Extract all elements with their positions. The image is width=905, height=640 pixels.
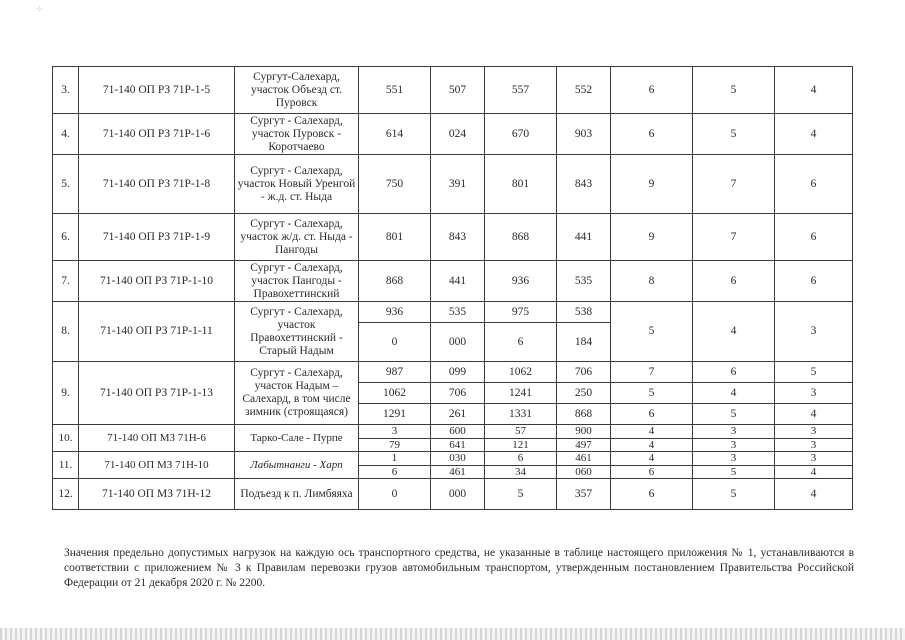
scan-edge bbox=[0, 628, 905, 640]
end-m: 538 bbox=[557, 302, 611, 323]
start-km: 79 bbox=[359, 439, 431, 452]
row-number: 10. bbox=[53, 425, 79, 452]
double-axle-load: 3 bbox=[693, 425, 775, 439]
road-section: Сургут - Салехард, участок Пуровск - Коротчаево bbox=[235, 114, 359, 155]
triple-axle-load: 6 bbox=[775, 214, 853, 261]
road-code: 71-140 ОП МЗ 71Н-6 bbox=[79, 425, 235, 452]
start-m: 024 bbox=[431, 114, 485, 155]
table-row bbox=[53, 67, 853, 114]
start-m: 000 bbox=[431, 323, 485, 362]
end-m: 903 bbox=[557, 114, 611, 155]
single-axle-load: 7 bbox=[611, 362, 693, 383]
single-axle-load: 6 bbox=[611, 466, 693, 479]
start-km: 0 bbox=[359, 323, 431, 362]
single-axle-load: 5 bbox=[611, 302, 693, 362]
single-axle-load: 9 bbox=[611, 155, 693, 214]
end-m: 535 bbox=[557, 261, 611, 302]
road-section: Сургут - Салехард, участок Новый Уренгой - ж.д. ст. Ныда bbox=[235, 155, 359, 214]
single-axle-load: 4 bbox=[611, 425, 693, 439]
single-axle-load: 6 bbox=[611, 479, 693, 510]
table-row bbox=[53, 425, 853, 439]
start-m: 600 bbox=[431, 425, 485, 439]
end-km: 670 bbox=[485, 114, 557, 155]
road-code: 71-140 ОП РЗ 71Р-1-9 bbox=[79, 214, 235, 261]
road-section: Сургут-Салехард, участок Объезд ст. Пуровск bbox=[235, 67, 359, 114]
road-section: Подъезд к п. Лимбяяха bbox=[235, 479, 359, 510]
start-km: 0 bbox=[359, 479, 431, 510]
end-km: 5 bbox=[485, 479, 557, 510]
table-row bbox=[53, 155, 853, 214]
start-km: 1 bbox=[359, 452, 431, 466]
road-code: 71-140 ОП РЗ 71Р-1-10 bbox=[79, 261, 235, 302]
single-axle-load: 4 bbox=[611, 452, 693, 466]
table-row bbox=[53, 479, 853, 510]
double-axle-load: 5 bbox=[693, 114, 775, 155]
road-code: 71-140 ОП РЗ 71Р-1-8 bbox=[79, 155, 235, 214]
double-axle-load: 3 bbox=[693, 439, 775, 452]
start-km: 551 bbox=[359, 67, 431, 114]
table-row bbox=[53, 452, 853, 466]
triple-axle-load: 4 bbox=[775, 479, 853, 510]
row-number: 12. bbox=[53, 479, 79, 510]
double-axle-load: 7 bbox=[693, 214, 775, 261]
end-km: 1241 bbox=[485, 383, 557, 404]
triple-axle-load: 4 bbox=[775, 466, 853, 479]
road-section: Тарко-Сале - Пурпе bbox=[235, 425, 359, 452]
end-km: 975 bbox=[485, 302, 557, 323]
start-m: 391 bbox=[431, 155, 485, 214]
end-m: 900 bbox=[557, 425, 611, 439]
double-axle-load: 4 bbox=[693, 302, 775, 362]
double-axle-load: 5 bbox=[693, 404, 775, 425]
start-km: 3 bbox=[359, 425, 431, 439]
triple-axle-load: 5 bbox=[775, 362, 853, 383]
start-m: 843 bbox=[431, 214, 485, 261]
start-km: 987 bbox=[359, 362, 431, 383]
footnote-text: Значения предельно допустимых нагрузок на каждую ось транспортного средства, не указанные в таблице настоящего приложения № 1, устанавливаются в соответствии с приложением № 3 к Правилам перевозки грузов автомобильным транспортом, утвержденным постановлением Правительства Российской Федерации от 21 декабря 2020 г. № 2200. bbox=[64, 546, 854, 589]
single-axle-load: 9 bbox=[611, 214, 693, 261]
row-number: 4. bbox=[53, 114, 79, 155]
table-row bbox=[53, 261, 853, 302]
end-km: 121 bbox=[485, 439, 557, 452]
start-km: 868 bbox=[359, 261, 431, 302]
triple-axle-load: 3 bbox=[775, 439, 853, 452]
road-code: 71-140 ОП РЗ 71Р-1-11 bbox=[79, 302, 235, 362]
start-m: 461 bbox=[431, 466, 485, 479]
single-axle-load: 8 bbox=[611, 261, 693, 302]
row-number: 7. bbox=[53, 261, 79, 302]
end-km: 868 bbox=[485, 214, 557, 261]
axle-load-table bbox=[52, 66, 853, 510]
end-km: 6 bbox=[485, 452, 557, 466]
end-km: 6 bbox=[485, 323, 557, 362]
table-row bbox=[53, 362, 853, 383]
row-number: 11. bbox=[53, 452, 79, 479]
row-number: 9. bbox=[53, 362, 79, 425]
double-axle-load: 3 bbox=[693, 452, 775, 466]
table-row bbox=[53, 114, 853, 155]
start-m: 706 bbox=[431, 383, 485, 404]
end-m: 497 bbox=[557, 439, 611, 452]
triple-axle-load: 4 bbox=[775, 67, 853, 114]
row-number: 8. bbox=[53, 302, 79, 362]
end-km: 1062 bbox=[485, 362, 557, 383]
scan-mark-icon: ⁘ bbox=[36, 4, 44, 14]
start-km: 1291 bbox=[359, 404, 431, 425]
road-code: 71-140 ОП РЗ 71Р-1-5 bbox=[79, 67, 235, 114]
single-axle-load: 6 bbox=[611, 114, 693, 155]
end-m: 441 bbox=[557, 214, 611, 261]
double-axle-load: 5 bbox=[693, 466, 775, 479]
end-m: 843 bbox=[557, 155, 611, 214]
table-row bbox=[53, 214, 853, 261]
end-m: 868 bbox=[557, 404, 611, 425]
start-m: 099 bbox=[431, 362, 485, 383]
end-m: 060 bbox=[557, 466, 611, 479]
end-m: 250 bbox=[557, 383, 611, 404]
single-axle-load: 5 bbox=[611, 383, 693, 404]
road-code: 71-140 ОП МЗ 71Н-10 bbox=[79, 452, 235, 479]
road-section: Сургут - Салехард, участок Надым – Салехард, в том числе зимник (строящаяся) bbox=[235, 362, 359, 425]
road-section: Сургут - Салехард, участок ж/д. ст. Ныда - Пангоды bbox=[235, 214, 359, 261]
start-km: 1062 bbox=[359, 383, 431, 404]
start-m: 261 bbox=[431, 404, 485, 425]
start-km: 801 bbox=[359, 214, 431, 261]
end-km: 557 bbox=[485, 67, 557, 114]
start-m: 535 bbox=[431, 302, 485, 323]
road-section: Сургут - Салехард, участок Правохеттинский - Старый Надым bbox=[235, 302, 359, 362]
end-km: 57 bbox=[485, 425, 557, 439]
double-axle-load: 6 bbox=[693, 261, 775, 302]
triple-axle-load: 6 bbox=[775, 155, 853, 214]
row-number: 6. bbox=[53, 214, 79, 261]
triple-axle-load: 3 bbox=[775, 302, 853, 362]
road-code: 71-140 ОП РЗ 71Р-1-6 bbox=[79, 114, 235, 155]
start-km: 6 bbox=[359, 466, 431, 479]
triple-axle-load: 3 bbox=[775, 452, 853, 466]
end-m: 552 bbox=[557, 67, 611, 114]
start-m: 507 bbox=[431, 67, 485, 114]
double-axle-load: 7 bbox=[693, 155, 775, 214]
start-m: 030 bbox=[431, 452, 485, 466]
start-m: 441 bbox=[431, 261, 485, 302]
end-km: 1331 bbox=[485, 404, 557, 425]
triple-axle-load: 3 bbox=[775, 383, 853, 404]
road-code: 71-140 ОП МЗ 71Н-12 bbox=[79, 479, 235, 510]
start-km: 936 bbox=[359, 302, 431, 323]
single-axle-load: 4 bbox=[611, 439, 693, 452]
end-m: 184 bbox=[557, 323, 611, 362]
road-section: Лабытнанги - Харп bbox=[235, 452, 359, 479]
end-km: 34 bbox=[485, 466, 557, 479]
triple-axle-load: 4 bbox=[775, 114, 853, 155]
triple-axle-load: 6 bbox=[775, 261, 853, 302]
triple-axle-load: 3 bbox=[775, 425, 853, 439]
end-m: 706 bbox=[557, 362, 611, 383]
double-axle-load: 5 bbox=[693, 67, 775, 114]
end-km: 801 bbox=[485, 155, 557, 214]
end-m: 357 bbox=[557, 479, 611, 510]
road-section: Сургут - Салехард, участок Пангоды - Правохеттинский bbox=[235, 261, 359, 302]
row-number: 3. bbox=[53, 67, 79, 114]
row-number: 5. bbox=[53, 155, 79, 214]
start-m: 641 bbox=[431, 439, 485, 452]
single-axle-load: 6 bbox=[611, 67, 693, 114]
table-row bbox=[53, 302, 853, 323]
double-axle-load: 4 bbox=[693, 383, 775, 404]
end-km: 936 bbox=[485, 261, 557, 302]
triple-axle-load: 4 bbox=[775, 404, 853, 425]
double-axle-load: 5 bbox=[693, 479, 775, 510]
double-axle-load: 6 bbox=[693, 362, 775, 383]
road-code: 71-140 ОП РЗ 71Р-1-13 bbox=[79, 362, 235, 425]
end-m: 461 bbox=[557, 452, 611, 466]
start-m: 000 bbox=[431, 479, 485, 510]
single-axle-load: 6 bbox=[611, 404, 693, 425]
start-km: 750 bbox=[359, 155, 431, 214]
start-km: 614 bbox=[359, 114, 431, 155]
